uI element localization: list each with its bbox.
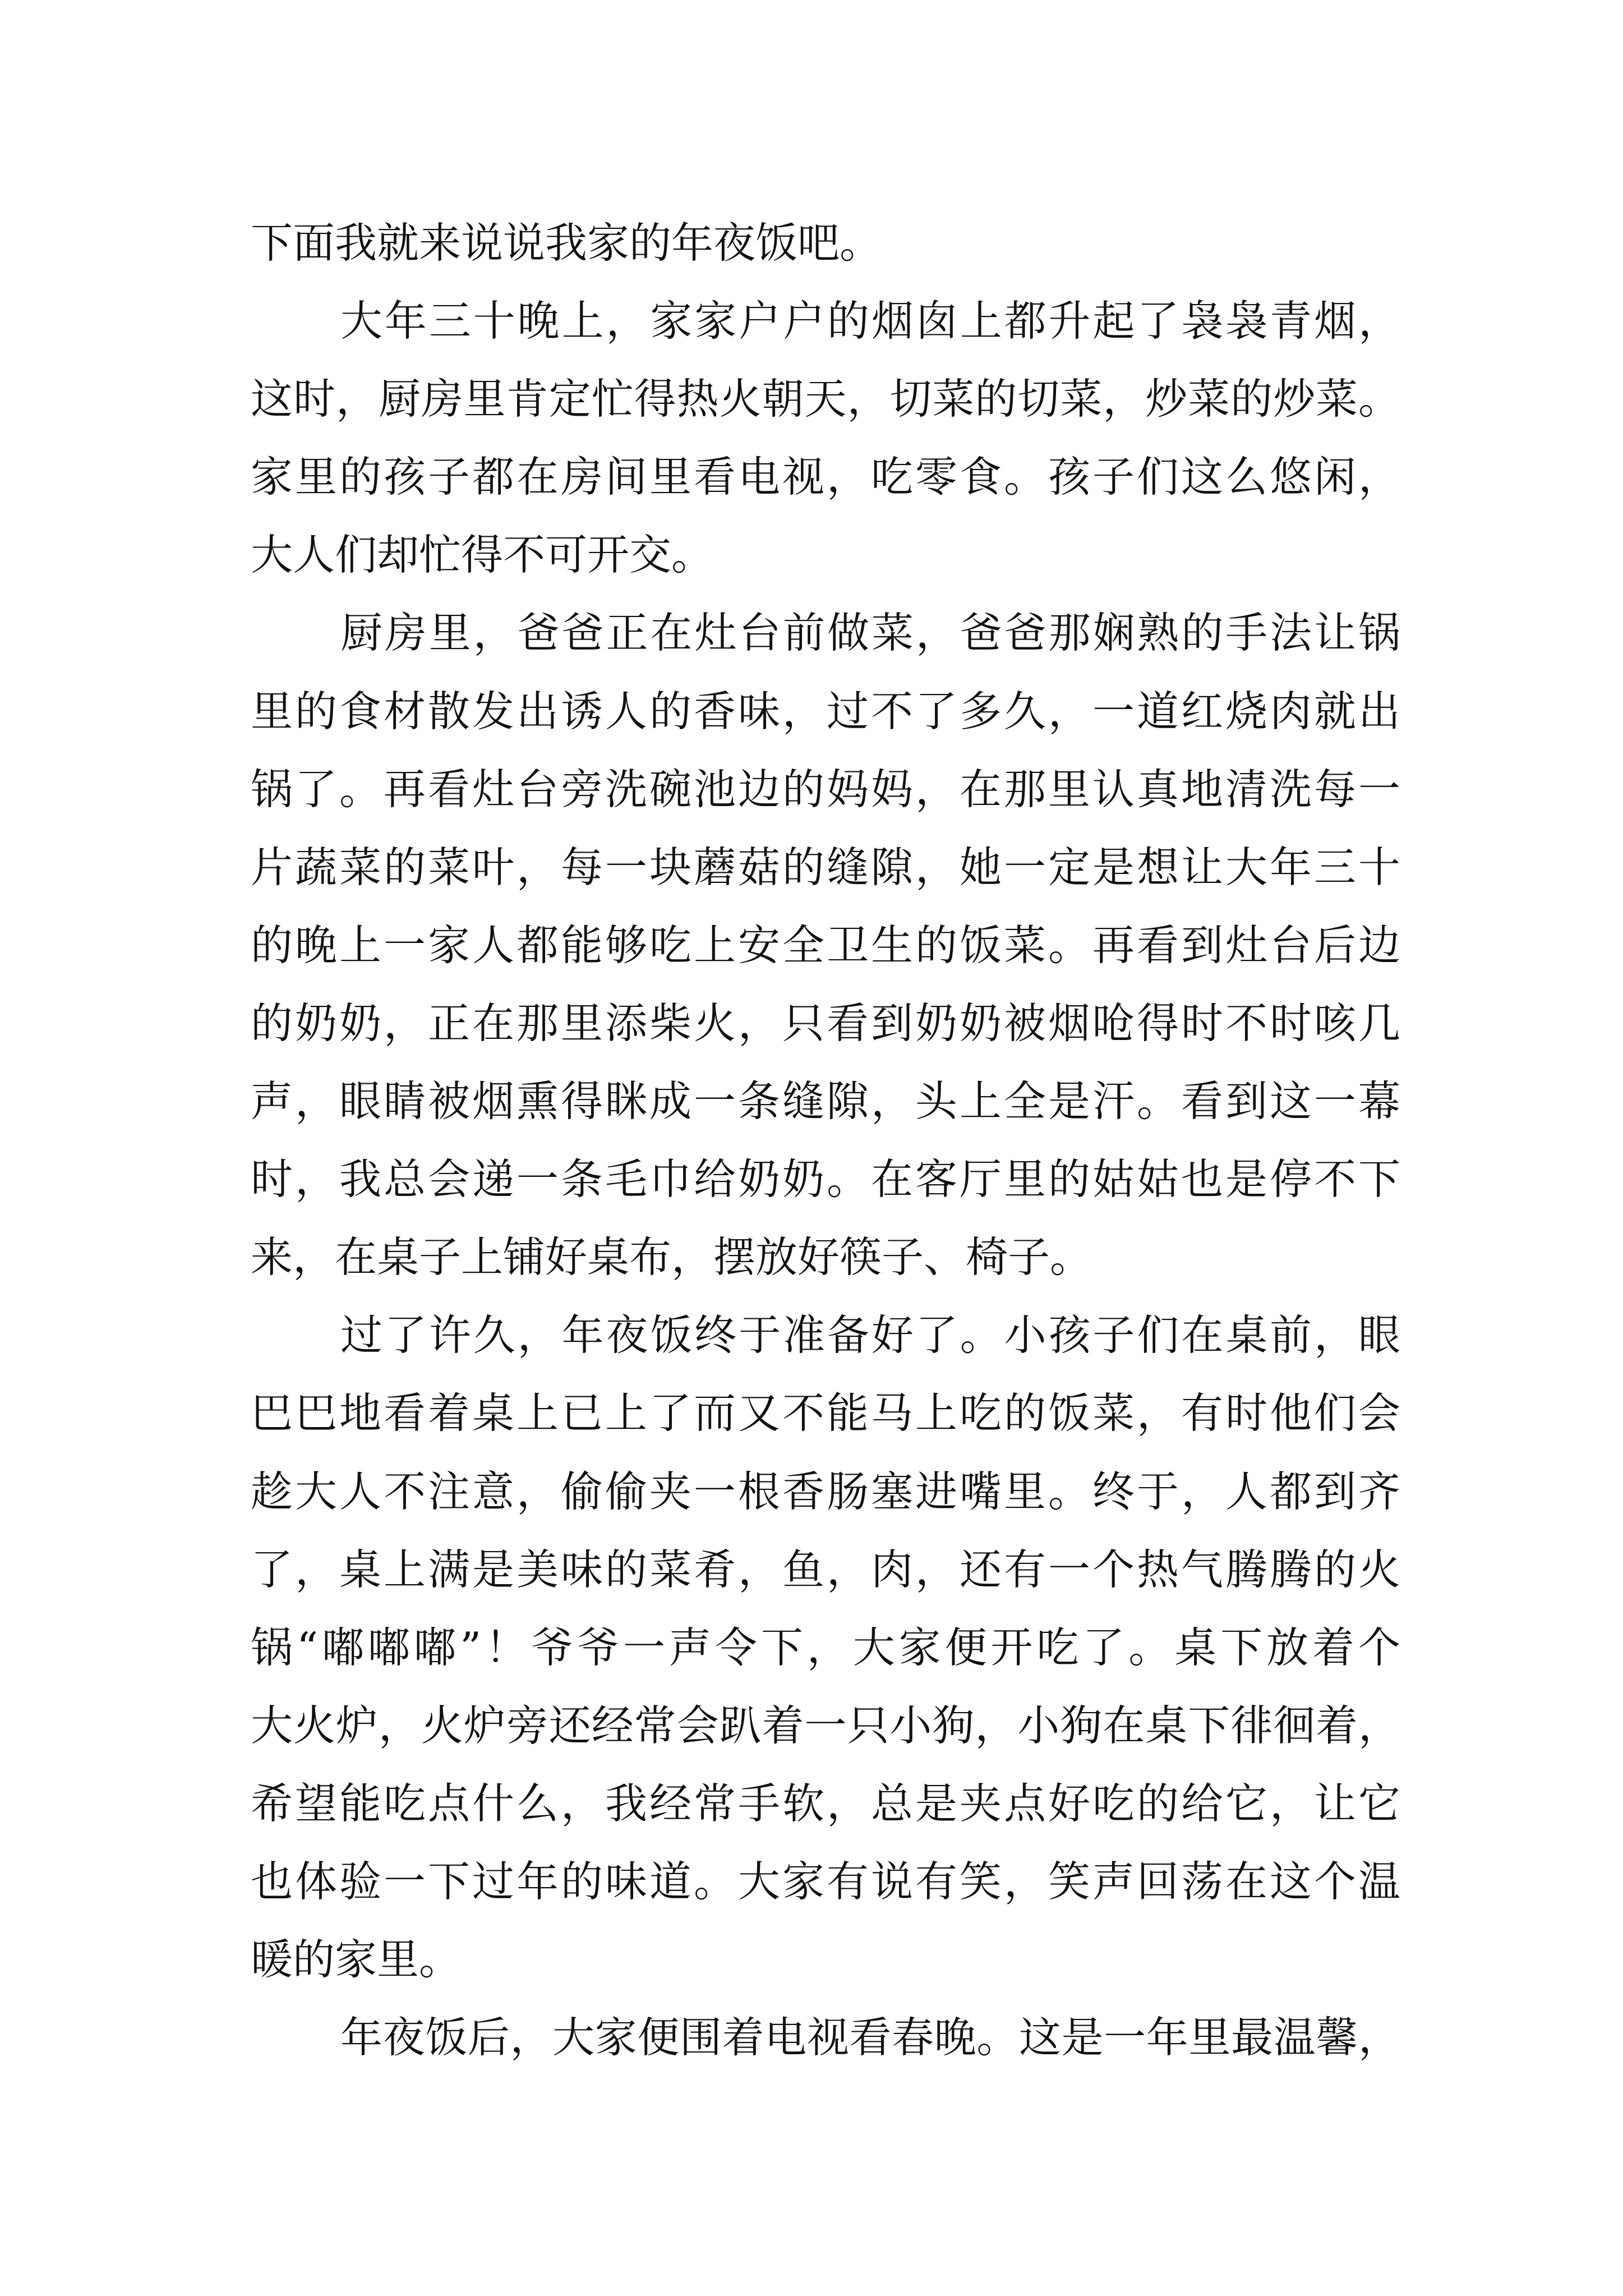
document-body — [251, 204, 1400, 2077]
text-line: 声，眼睛被烟熏得眯成一条缝隙，头上全是汗。看到这一幕 — [251, 1076, 1400, 1126]
paragraph — [251, 282, 1400, 594]
text-line: 时，我总会递一条毛巾给奶奶。在客厅里的姑姑也是停不下 — [251, 1154, 1400, 1204]
text-line: 也体验一下过年的味道。大家有说有笑，笑声回荡在这个温 — [251, 1856, 1400, 1906]
text-line: 里的食材散发出诱人的香味，过不了多久，一道红烧肉就出 — [251, 686, 1400, 736]
text-line: 暖的家里。 — [251, 1935, 462, 1985]
text-line: 趁大人不注意，偷偷夹一根香肠塞进嘴里。终于，人都到齐 — [251, 1466, 1400, 1516]
text-line: 了，桌上满是美味的菜肴，鱼，肉，还有一个热气腾腾的火 — [251, 1544, 1400, 1594]
text-line: 下面我就来说说我家的年夜饭吧。 — [251, 218, 882, 268]
text-line: 大火炉，火炉旁还经常会趴着一只小狗，小狗在桌下徘徊着， — [251, 1700, 1400, 1750]
text-line: 的晚上一家人都能够吃上安全卫生的饭菜。再看到灶台后边 — [251, 920, 1400, 970]
text-line: 希望能吃点什么，我经常手软，总是夹点好吃的给它，让它 — [251, 1778, 1400, 1828]
text-line: 锅了。再看灶台旁洗碗池边的妈妈，在那里认真地清洗每一 — [251, 764, 1400, 814]
paragraph — [251, 204, 1400, 282]
text-line: 年夜饭后，大家便围着电视看春晚。这是一年里最温馨， — [340, 2013, 1400, 2063]
text-line: 锅“嘟嘟嘟”！爷爷一声令下，大家便开吃了。桌下放着个 — [251, 1622, 1400, 1672]
text-line: 的奶奶，正在那里添柴火，只看到奶奶被烟呛得时不时咳几 — [251, 998, 1400, 1048]
text-line: 片蔬菜的菜叶，每一块蘑菇的缝隙，她一定是想让大年三十 — [251, 842, 1400, 892]
text-line: 来，在桌子上铺好桌布，摆放好筷子、椅子。 — [251, 1232, 1092, 1282]
paragraph — [251, 594, 1400, 1296]
text-line: 家里的孩子都在房间里看电视，吃零食。孩子们这么悠闲， — [251, 452, 1400, 502]
text-line: 大年三十晚上，家家户户的烟囱上都升起了袅袅青烟， — [340, 296, 1400, 346]
paragraph — [251, 1296, 1400, 1999]
text-line: 巴巴地看着桌上已上了而又不能马上吃的饭菜，有时他们会 — [251, 1388, 1400, 1438]
paragraph — [251, 1999, 1400, 2077]
text-line: 过了许久，年夜饭终于准备好了。小孩子们在桌前，眼 — [340, 1310, 1400, 1360]
text-line: 大人们却忙得不可开交。 — [251, 530, 714, 580]
text-line: 这时，厨房里肯定忙得热火朝天，切菜的切菜，炒菜的炒菜。 — [251, 374, 1400, 424]
text-line: 厨房里，爸爸正在灶台前做菜，爸爸那娴熟的手法让锅 — [340, 608, 1400, 658]
